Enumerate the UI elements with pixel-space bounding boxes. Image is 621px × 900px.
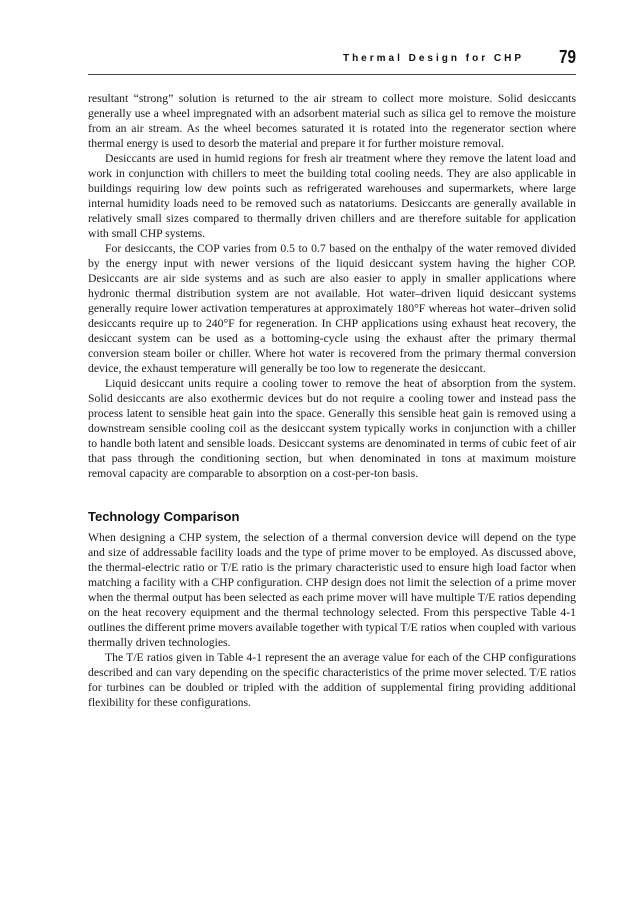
- section-heading: Technology Comparison: [88, 509, 240, 524]
- paragraph: When designing a CHP system, the selection of a thermal conversion device will depend on the type and size of addressable facility loads and the type of prime mover to be employed. As discussed above, the thermal-electric ratio or T/E ratio is the primary characteristic used to ensure high load factor when matching a facility with a CHP configuration. CHP design does not limit the selection of a prime mover when the thermal output has been selected as each prime mover will have multiple T/E ratios depending on the heat recovery equipment and the thermal technology selected. From this perspective Table 4-1 outlines the different prime movers available together with typical T/E ratios when coupled with various thermally driven technologies.: [88, 531, 576, 649]
- paragraph: The T/E ratios given in Table 4-1 represent the an average value for each of the CHP configurations described and can vary depending on the specific characteristics of the prime mover selected. T/E ratios for turbines can be doubled or tripled with the addition of supplemental firing providing additional flexibility for these configurations.: [88, 651, 576, 709]
- body-text: [88, 91, 576, 710]
- paragraph: For desiccants, the COP varies from 0.5 to 0.7 based on the enthalpy of the water removed divided by the energy input with newer versions of the liquid desiccant system having the higher COP. Desiccants are air side systems and as such are also easier to apply in smaller applications where hydronic thermal distribution system are not available. Hot water–driven liquid desiccant systems generally require lower activation temperatures at approximately 180°F whereas hot water–driven solid desiccants require up to 240°F for regeneration. In CHP applications using exhaust heat recovery, the desiccant system can be used as a bottoming-cycle using the exhaust after the primary thermal conversion steam boiler or chiller. Where hot water is recovered from the primary thermal conversion device, the exhaust temperature will generally be too low to regenerate the desiccant.: [88, 242, 576, 375]
- paragraph: resultant “strong” solution is returned to the air stream to collect more moisture. Solid desiccants generally use a wheel impregnated with an adsorbent material such as silica gel to remove the moisture from an air stream. As the wheel becomes saturated it is rotated into the regenerator section where thermal energy is used to desorb the material and prepare it for further moisture removal.: [88, 92, 576, 150]
- page-number: 79: [558, 47, 576, 67]
- paragraph: Desiccants are used in humid regions for fresh air treatment where they remove the latent load and work in conjunction with chillers to meet the building total cooling needs. They are also applicable in buildings requiring low dew points such as refrigerated warehouses and supermarkets, where large internal humidity loads need to be removed such as natatoriums. Desiccants are generally available in relatively small sizes compared to thermally driven chillers and are therefore suitable for application with small CHP systems.: [88, 152, 576, 240]
- paragraph: Liquid desiccant units require a cooling tower to remove the heat of absorption from the system. Solid desiccants are also exothermic devices but do not require a cooling tower and instead pass the process latent to sensible heat gain into the space. Generally this sensible heat gain is removed using a downstream sensible cooling coil as the desiccant system typically works in conjunction with a chiller to handle both latent and sensible loads. Desiccant systems are denominated in terms of cubic feet of air that pass through the conditioning section, but when denominated in tons at maximum moisture removal capacity are comparable to absorption on a cost-per-ton basis.: [88, 377, 576, 480]
- running-title: Thermal Design for CHP: [342, 53, 524, 64]
- page-header: [88, 47, 576, 75]
